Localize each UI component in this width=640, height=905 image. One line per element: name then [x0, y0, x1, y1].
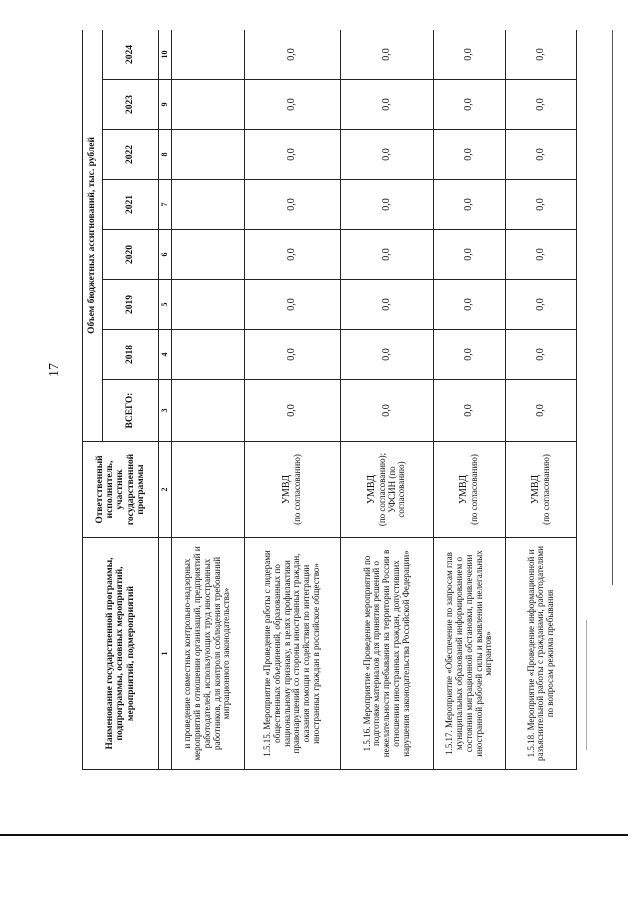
program-table — [82, 30, 577, 770]
column-number: 9 — [159, 80, 172, 130]
row-value: 0,0 — [506, 380, 577, 442]
row-value: 0,0 — [341, 80, 434, 130]
header-year: 2018 — [103, 330, 159, 380]
row-value — [172, 180, 245, 230]
margin-line — [586, 620, 587, 750]
header-year: 2020 — [103, 230, 159, 280]
row-value: 0,0 — [506, 330, 577, 380]
table-row — [244, 30, 341, 770]
column-number: 10 — [159, 30, 172, 80]
row-value — [172, 330, 245, 380]
row-value — [172, 380, 245, 442]
row-value: 0,0 — [433, 80, 506, 130]
row-value: 0,0 — [244, 330, 341, 380]
table-row — [341, 30, 434, 770]
row-value: 0,0 — [506, 280, 577, 330]
row-value: 0,0 — [433, 180, 506, 230]
row-value: 0,0 — [244, 380, 341, 442]
header-year: 2023 — [103, 80, 159, 130]
row-value: 0,0 — [433, 380, 506, 442]
row-value — [172, 280, 245, 330]
table-row — [506, 30, 577, 770]
row-responsible: УМВД (по согласованию) — [506, 442, 577, 538]
row-value: 0,0 — [506, 80, 577, 130]
row-value: 0,0 — [506, 230, 577, 280]
row-value: 0,0 — [433, 30, 506, 80]
column-number: 8 — [159, 130, 172, 180]
row-name: 1.5.18. Мероприятие «Проведение информационной и разъяснительной работы с гражданами, работодателями по вопросам режима пребывания — [506, 538, 577, 770]
scan-edge-line — [0, 834, 628, 836]
page-number: 17 — [47, 363, 62, 377]
header-responsible: Ответственный исполнитель, участник государственной программы — [83, 442, 159, 538]
row-responsible: УМВД (по согласованию); УФСИН (по согласованию) — [341, 442, 434, 538]
row-value: 0,0 — [341, 30, 434, 80]
column-number: 5 — [159, 280, 172, 330]
row-name: 1.5.15. Мероприятие «Проведение работы с лидерами общественных объединений, образованных по национальному признаку, в целях профилактики правонарушений со стороны иностранных граждан, оказания помощи и содействия по интеграции иностранных граждан в российское общество» — [244, 538, 341, 770]
header-total: ВСЕГО: — [103, 380, 159, 442]
row-value: 0,0 — [341, 280, 434, 330]
header-year: 2021 — [103, 180, 159, 230]
row-value: 0,0 — [244, 230, 341, 280]
column-number: 2 — [159, 442, 172, 538]
column-number: 3 — [159, 380, 172, 442]
row-value: 0,0 — [244, 280, 341, 330]
header-year: 2019 — [103, 280, 159, 330]
row-value — [172, 130, 245, 180]
row-value: 0,0 — [244, 130, 341, 180]
row-value: 0,0 — [341, 330, 434, 380]
row-value: 0,0 — [506, 30, 577, 80]
row-responsible: УМВД (по согласованию) — [433, 442, 506, 538]
row-value: 0,0 — [341, 180, 434, 230]
header-year: 2022 — [103, 130, 159, 180]
column-number: 6 — [159, 230, 172, 280]
column-number: 7 — [159, 180, 172, 230]
row-value — [172, 80, 245, 130]
header-program-name: Наименование государственной программы, подпрограммы, основных мероприятий, мероприятий, подмероприятий — [83, 538, 159, 770]
row-value: 0,0 — [341, 380, 434, 442]
row-value: 0,0 — [244, 180, 341, 230]
row-value: 0,0 — [433, 130, 506, 180]
row-value: 0,0 — [506, 180, 577, 230]
row-name: 1.5.17. Мероприятие «Обеспечение по запросам глав муниципальных образований информированием о состоянии миграционной обстановки, привлечении иностранной рабочей силы и выявлении нелегальных мигрантов» — [433, 538, 506, 770]
row-value: 0,0 — [244, 30, 341, 80]
row-name: 1.5.16. Мероприятие «Проведение мероприятий по подготовке материалов для принятия решений о нежелательности пребывания на территории России в отношении иностранных граждан, допустивших нарушения законодательства Российской Федерации» — [341, 538, 434, 770]
table-row — [433, 30, 506, 770]
row-value: 0,0 — [433, 330, 506, 380]
header-funding: Объем бюджетных ассигнований, тыс. рублей — [83, 30, 103, 442]
table-viewport — [82, 30, 577, 770]
row-value: 0,0 — [433, 280, 506, 330]
row-name: и проведение совместных контрольно-надзорных мероприятий в отношении организаций, предприятий и работодателей, использующих труд иностранных работников, для контроля соблюдения требований миграционного законодательства» — [172, 538, 245, 770]
row-responsible — [172, 442, 245, 538]
row-value: 0,0 — [506, 130, 577, 180]
row-value: 0,0 — [341, 130, 434, 180]
column-number: 4 — [159, 330, 172, 380]
row-value — [172, 30, 245, 80]
row-value — [172, 230, 245, 280]
row-responsible: УМВД (по согласованию) — [244, 442, 341, 538]
row-value: 0,0 — [433, 230, 506, 280]
margin-line — [612, 30, 613, 585]
column-number: 1 — [159, 538, 172, 770]
table-row — [172, 30, 245, 770]
row-value: 0,0 — [244, 80, 341, 130]
header-year: 2024 — [103, 30, 159, 80]
row-value: 0,0 — [341, 230, 434, 280]
